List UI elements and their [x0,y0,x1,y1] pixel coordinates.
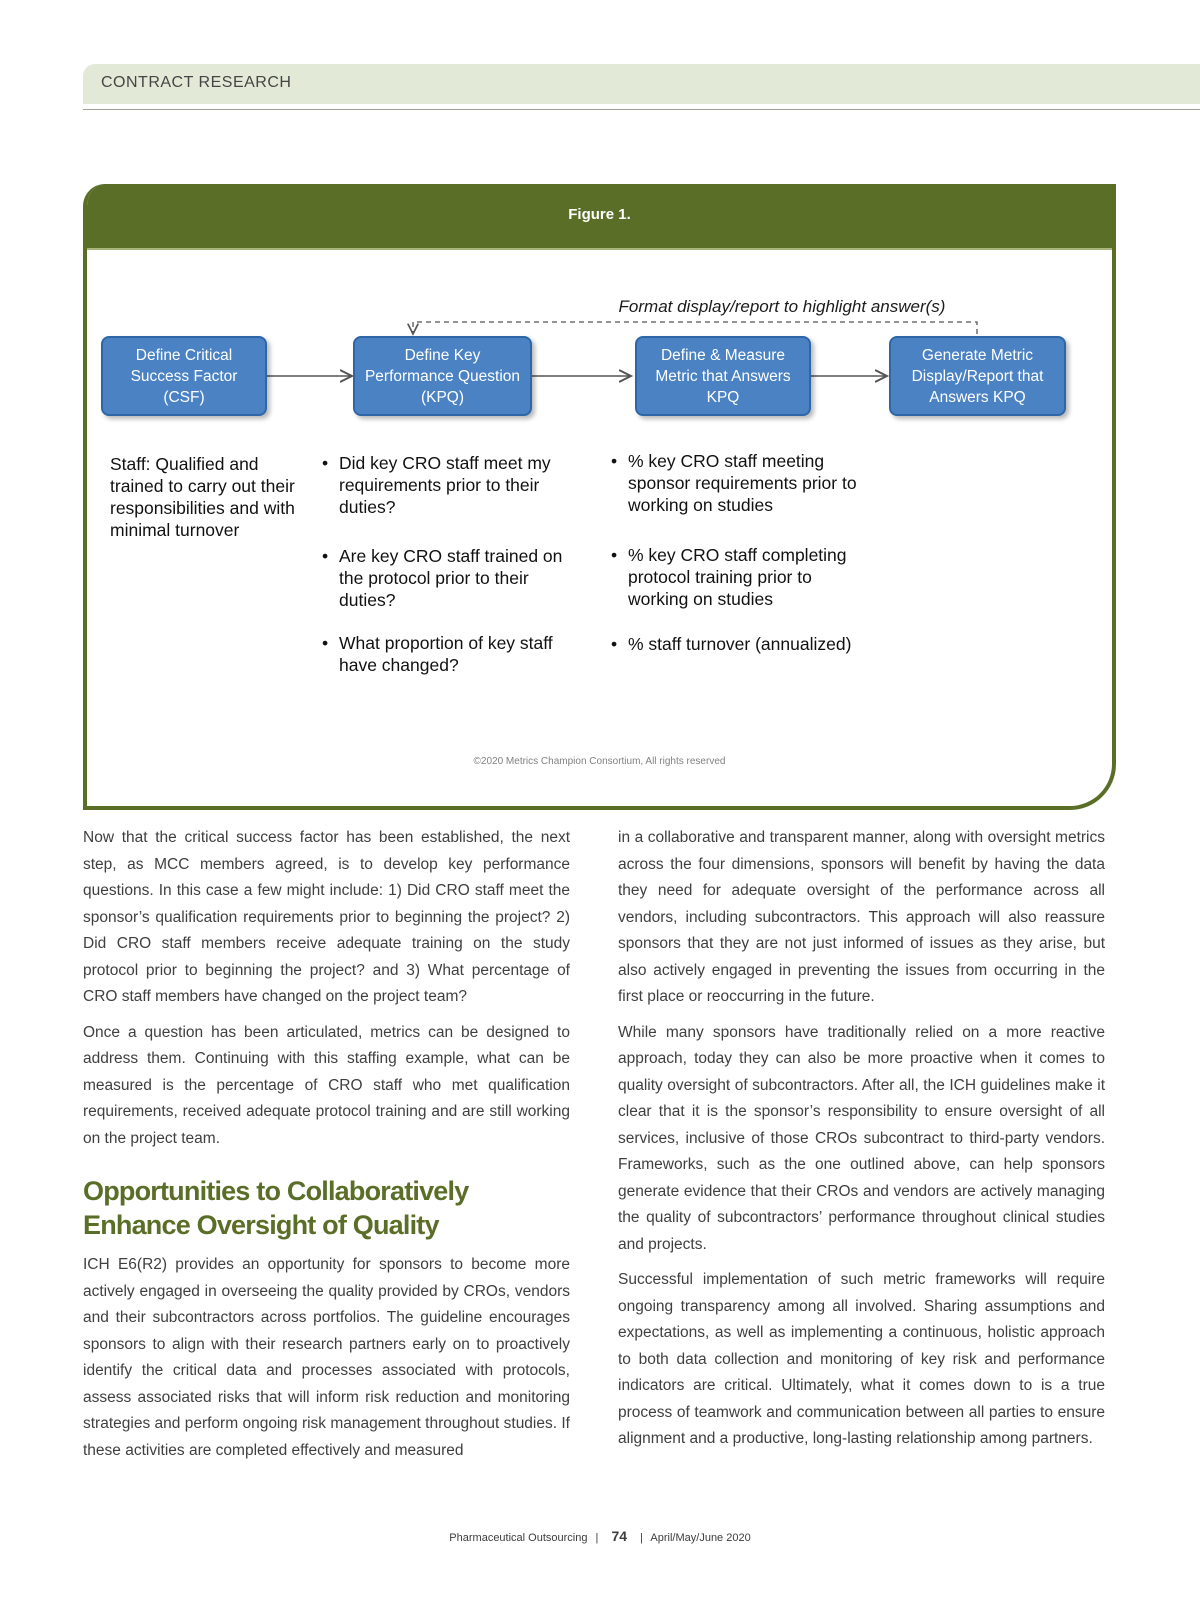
step-generate-report: Generate Metric Display/Report that Answers KPQ [889,336,1066,416]
page-number: 74 [611,1528,628,1544]
metric-list [611,450,876,655]
left-column [83,825,570,1473]
feedback-label: Format display/report to highlight answer(s) [618,297,946,316]
step-define-metric: Define & Measure Metric that Answers KPQ [635,336,811,416]
paragraph: in a collaborative and transparent manner, along with oversight metrics across the four dimensions, sponsors will benefit by having the data they need for adequate oversight of the performance across all vendors, including subcontractors. This approach will also reassure sponsors that they are not just informed of issues as they arise, but also actively engaged in preventing the issues from occurring in the first place or reoccurring in the future. [618,829,1105,1005]
paragraph: ICH E6(R2) provides an opportunity for sponsors to become more actively engaged in overseeing the quality provided by CROs, vendors and their subcontractors across portfolios. The guideline encourages sponsors to align with their research partners early on to proactively identify the critical data and processes associated with protocols, assess associated risks that will inform risk reduction and monitoring strategies and perform ongoing risk management throughout studies. If these activities are completed effectively and measured [83,1256,570,1459]
list-item: • % key CRO staff meeting sponsor requirements prior to working on studies [611,450,876,516]
footer-separator: | [595,1532,599,1544]
header-divider [83,109,1200,110]
step-define-csf: Define Critical Success Factor (CSF) [101,336,267,416]
issue-date: April/May/June 2020 [650,1532,751,1544]
paragraph: Once a question has been articulated, metrics can be designed to address them. Continuing with this staffing example, what can be measured is the percentage of CRO staff who met qualification requirements, received adequate protocol training and are still working on the project team. [83,1023,570,1147]
section-heading: Opportunities to Collaboratively Enhance Oversight of Quality [83,1176,469,1240]
csf-example-text: Staff: Qualified and trained to carry out their responsibilities and with minimal turnover [110,454,295,540]
list-item: • Did key CRO staff meet my requirements prior to their duties? [322,452,572,518]
page-footer [0,1528,1200,1544]
paragraph: Now that the critical success factor has been established, the next step, as MCC members agreed, is to develop key performance questions. In this case a few might include: 1) Did CRO staff meet the sponsor’s qualification requirements prior to beginning the project? 2) Did CRO staff members receive adequate training on the study protocol prior to beginning the project? and 3) What percentage of CRO staff members have changed on the project team? [83,829,570,1005]
list-item: • Are key CRO staff trained on the protocol prior to their duties? [322,545,572,611]
right-column [618,825,1105,1462]
section-label: CONTRACT RESEARCH [101,74,292,91]
figure-copyright: ©2020 Metrics Champion Consortium, All rights reserved [473,756,726,767]
figure-title: Figure 1. [568,206,631,223]
list-item: • % staff turnover (annualized) [611,633,876,655]
paragraph: While many sponsors have traditionally relied on a more reactive approach, today they can also be more proactive when it comes to quality oversight of subcontractors. After all, the ICH guidelines make it clear that it is the sponsor’s responsibility to ensure oversight of all services, inclusive of those CROs subcontract to third-party vendors. Frameworks, such as the one outlined above, can help sponsors generate evidence that their CROs and vendors are actively managing the quality of subcontractors’ performance throughout clinical studies and projects. [618,1023,1105,1253]
paragraph: Successful implementation of such metric frameworks will require ongoing transparency among all involved. Sharing assumptions and expectations, as well as implementing a continuous, holistic approach to both data collection and monitoring of key risk and performance indicators are critical. Ultimately, what it comes down to is a true process of teamwork and communication between all parties to ensure alignment and a productive, long-lasting relationship among partners. [618,1271,1105,1447]
list-item: • What proportion of key staff have changed? [322,632,572,676]
footer-separator: | [640,1532,643,1544]
publication-name: Pharmaceutical Outsourcing [449,1532,588,1544]
step-define-kpq: Define Key Performance Question (KPQ) [353,336,532,416]
list-item: • % key CRO staff completing protocol training prior to working on studies [611,544,876,610]
figure-1 [83,184,1116,810]
feedback-loop-arrow [413,322,977,334]
kpq-list [322,452,572,676]
